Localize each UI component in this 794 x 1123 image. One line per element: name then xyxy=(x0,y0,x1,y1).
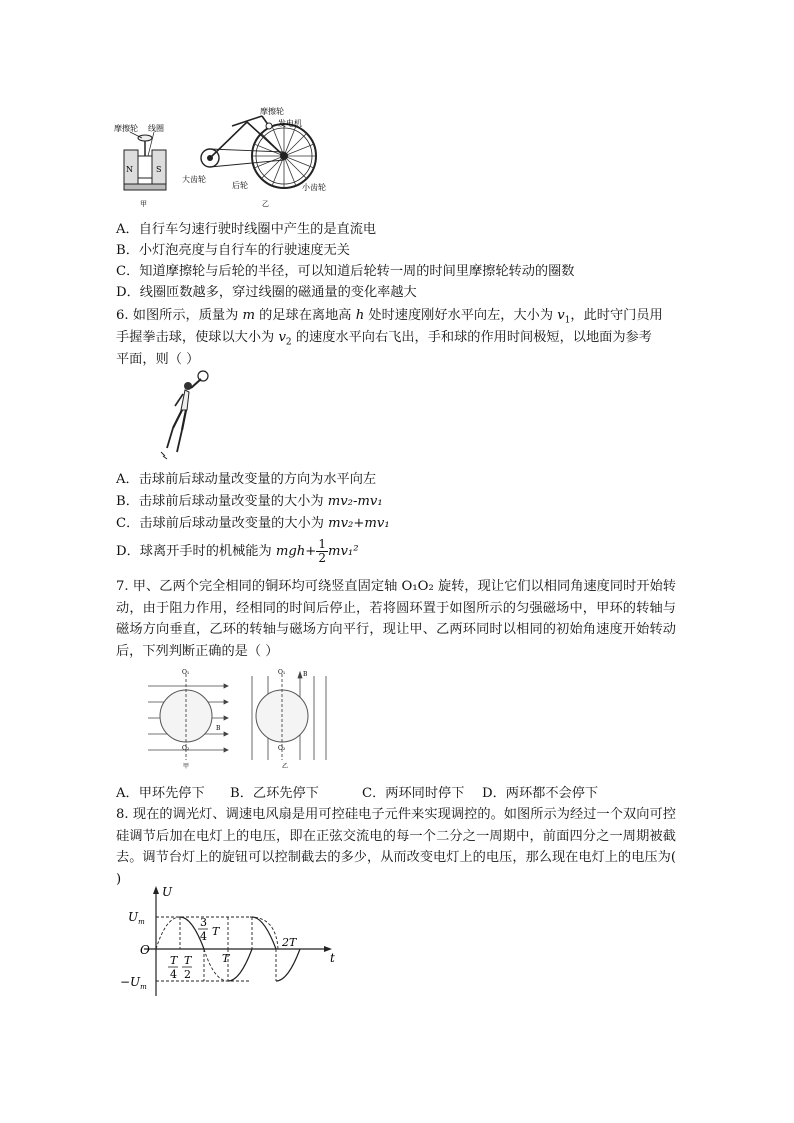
origin-label: O xyxy=(140,943,150,957)
q7-stem: 7. 甲、乙两个完全相同的铜环均可绕竖直固定轴 O₁O₂ 旋转，现让它们以相同角速度同时开始转动，由于阻力作用，经相同的时间后停止，若将圆环置于如图所示的匀强磁场中，甲环的转轴与磁场方向垂直，乙环的转轴与磁场方向平行，现让甲、乙两环同时以相同的初始角速度开始转动后，下列判断正确的是（ ） xyxy=(116,579,676,659)
q5-option-d: D．线圈匝数越多，穿过线圈的磁通量的变化率越大 xyxy=(116,285,417,300)
q7-option-b: B．乙环先停下 xyxy=(230,786,319,801)
generator-label: 发电机 xyxy=(278,119,302,128)
s-pole-label: S xyxy=(156,165,162,174)
two-t-label: 2T xyxy=(282,936,297,949)
n-pole-label: N xyxy=(126,165,133,174)
u-axis-label: U xyxy=(162,885,173,899)
um-label: $U_m$ xyxy=(128,910,145,926)
voltage-waveform-figure xyxy=(118,884,344,1002)
three-quarter-num: 3 xyxy=(200,916,207,929)
t-quarter-num: T xyxy=(170,954,178,967)
q6-stem-line-2: 手握拳击球，使球以大小为 $v_2$ 的速度水平向右飞出，手和球的作用时间极短，以地面为参考 xyxy=(116,330,652,348)
jia-b-label: B xyxy=(216,725,221,732)
t-half-num: T xyxy=(184,954,192,967)
rear-wheel-label: 后轮 xyxy=(232,181,248,190)
three-quarter-t: T xyxy=(212,925,220,938)
coil-label: 线圈 xyxy=(148,124,164,133)
fig-jia-label: 甲 xyxy=(183,763,190,770)
t-axis-label: t xyxy=(330,951,335,965)
big-gear-label: 大齿轮 xyxy=(182,175,206,184)
q7-options xyxy=(116,782,598,801)
q6-stem-line-1: 6. 如图所示，质量为 m 的足球在离地高 h 处时速度刚好水平向左，大小为 $v_1$，此时守门员用 xyxy=(116,308,663,326)
magnet-coil-diagram xyxy=(114,123,166,208)
bicycle-generator-figure xyxy=(112,106,332,210)
figure-label-yi: 乙 xyxy=(262,200,269,208)
jia-o1-label: O₁ xyxy=(182,669,190,676)
copper-rings-figure xyxy=(140,668,340,772)
friction-wheel-label-b: 摩擦轮 xyxy=(260,107,284,116)
t-half-den: 2 xyxy=(184,968,191,981)
yi-o1-label: O₁ xyxy=(278,669,286,676)
q7-option-c: C．两环同时停下 xyxy=(362,786,465,801)
q8-stem: 8. 现在的调光灯、调速电风扇是用可控硅电子元件来实现调控的。如图所示为经过一个双向可控硅调节后加在电灯上的电压，即在正弦交流电的每一个二分之一周期中，前面四分之一周期被截去。调节台灯上的旋钮可以控制截去的多少，从而改变电灯上的电压，那么现在电灯上的电压为( ) xyxy=(116,807,676,887)
bicycle-diagram xyxy=(182,106,326,208)
neg-um-label: $-U_m$ xyxy=(120,975,147,991)
q5-option-a: A．自行车匀速行驶时线圈中产生的是直流电 xyxy=(116,222,377,237)
t-quarter-den: 4 xyxy=(170,968,177,981)
q7-option-a: A．甲环先停下 xyxy=(116,786,205,801)
fig-yi-label: 乙 xyxy=(282,763,289,770)
small-gear-label: 小齿轮 xyxy=(302,183,326,192)
q6-stem-line-3: 平面，则（ ） xyxy=(116,352,200,367)
goalkeeper-figure xyxy=(155,370,215,460)
yi-o2-label: O₂ xyxy=(278,745,286,752)
q5-option-c: C．知道摩擦轮与后轮的半径，可以知道后轮转一周的时间里摩擦轮转动的圈数 xyxy=(116,264,575,279)
q6-option-d: D．球离开手时的机械能为 mgh+ $\frac{1}{2}$ mv₁² xyxy=(116,537,359,565)
ring-yi-diagram xyxy=(252,669,326,770)
q6-option-a: A．击球前后球动量改变量的方向为水平向左 xyxy=(116,472,377,487)
friction-wheel-label-a: 摩擦轮 xyxy=(114,124,138,133)
three-quarter-den: 4 xyxy=(200,930,207,943)
ring-jia-diagram xyxy=(148,669,228,770)
yi-b-label: B xyxy=(303,671,308,678)
t-period-label: T xyxy=(222,952,230,965)
q6-option-c: C．击球前后球动量改变量的大小为 mv₂+mv₁ xyxy=(116,516,390,531)
jia-o2-label: O₂ xyxy=(182,745,190,752)
q5-option-b: B．小灯泡亮度与自行车的行驶速度无关 xyxy=(116,243,350,258)
figure-label-jia: 甲 xyxy=(140,200,147,208)
q6-option-b: B．击球前后球动量改变量的大小为 mv₂-mv₁ xyxy=(116,494,383,509)
q7-option-d: D．两环都不会停下 xyxy=(482,786,599,801)
